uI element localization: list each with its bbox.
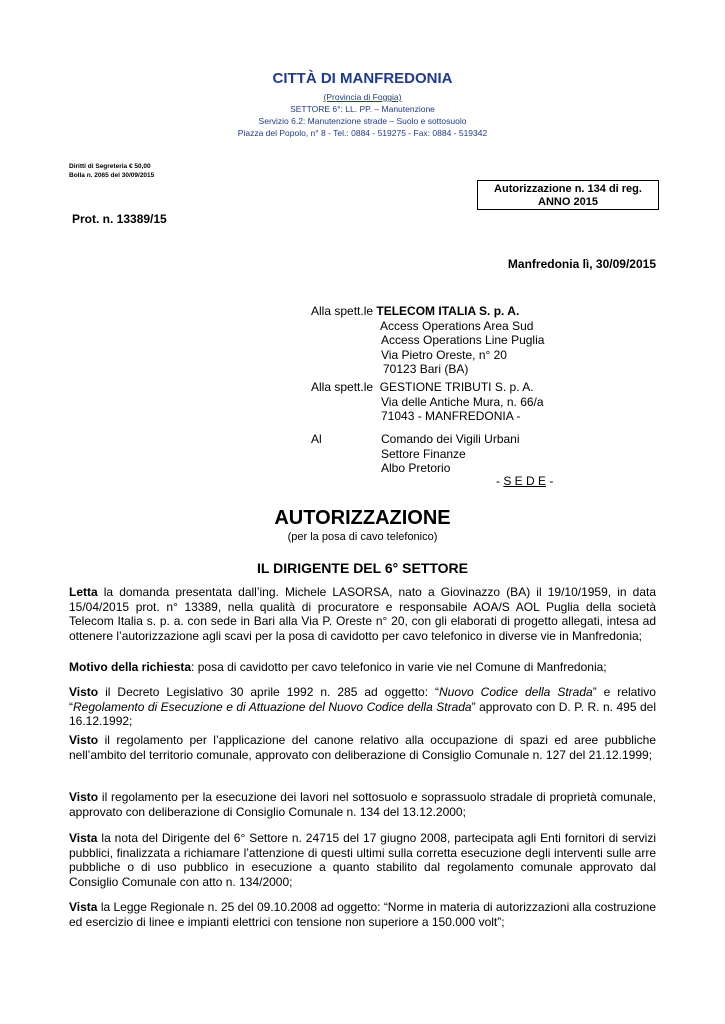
recipient-line: Access Operations Line Puglia bbox=[381, 333, 545, 347]
paragraph-vista-nota bbox=[69, 831, 656, 889]
paragraph-lead: Vista bbox=[69, 900, 98, 914]
province-line: (Provincia di Foggia) bbox=[323, 92, 402, 102]
paragraph-visto-codice bbox=[69, 685, 656, 729]
sede-text: S E D E bbox=[503, 474, 547, 488]
paragraph-text: il regolamento per la esecuzione dei lavori nel sottosuolo e soprassuolo stradale di proprietà comunale, approvato con deliberazione di Consiglio Comunale n. 134 del 13.12.2000; bbox=[69, 790, 656, 819]
sede-suffix: - bbox=[546, 474, 554, 488]
paragraph-motivo bbox=[69, 660, 656, 675]
recipient-line: Albo Pretorio bbox=[381, 461, 451, 475]
recipient-name: GESTIONE TRIBUTI S. p. A. bbox=[379, 380, 534, 394]
authorization-year: ANNO 2015 bbox=[538, 196, 598, 208]
recipient-line: Via delle Antiche Mura, n. 66/a bbox=[381, 394, 544, 409]
paragraph-text: la domanda presentata dall’ing. Michele LASORSA, nato a Giovinazzo (BA) il 19/10/1959, in data 15/04/2015 prot. n° 13389, nella qualità di procuratore e responsabile AOA/S AOL Puglia della società Telecom Italia s. p. a. con sede in Bari alla Via P. Oreste n° 20, con gli elaborati di progetto allegati, intesa ad ottenere l’autorizzazione agli scavi per la posa di cavidotto per cavo telefonico in diverse vie in Manfredonia; bbox=[69, 585, 656, 643]
paragraph-lead: Letta bbox=[69, 585, 98, 599]
paragraph-lead: Visto bbox=[69, 790, 99, 804]
paragraph-visto-canone bbox=[69, 733, 656, 762]
paragraph-visto-sottosuolo bbox=[69, 790, 656, 819]
recipient-line: Access Operations Area Sud bbox=[380, 318, 534, 333]
document-subtitle: (per la posa di cavo telefonico) bbox=[287, 531, 438, 543]
director-heading: IL DIRIGENTE DEL 6° SETTORE bbox=[257, 560, 468, 576]
recipient-telecom bbox=[311, 304, 544, 377]
paragraph-letta bbox=[69, 585, 656, 643]
recipient-name: TELECOM ITALIA S. p. A. bbox=[376, 304, 520, 318]
paragraph-text: ” approvato con D. P. R. n. 495 del 16.12.1992; bbox=[69, 699, 656, 728]
recipient-line: Comando dei Vigili Urbani bbox=[381, 432, 520, 446]
document-date: Manfredonia lì, 30/09/2015 bbox=[507, 257, 656, 271]
paragraph-lead: Vista bbox=[69, 831, 98, 845]
recipient-gestione-tributi bbox=[311, 380, 544, 424]
paragraph-text: : posa di cavidotto per cavo telefonico in varie vie nel Comune di Manfredonia; bbox=[191, 660, 607, 674]
paragraph-vista-legge bbox=[69, 900, 656, 929]
recipient-al: Al bbox=[311, 432, 322, 446]
recipient-line: 71043 - MANFREDONIA - bbox=[381, 409, 521, 423]
protocol-number: Prot. n. 13389/15 bbox=[72, 212, 167, 226]
recipient-line: 70123 Bari (BA) bbox=[383, 362, 469, 376]
paragraph-text: ” e relativo “ bbox=[69, 685, 656, 714]
paragraph-lead: Visto bbox=[69, 733, 99, 747]
recipient-prefix: Alla spett.le bbox=[311, 304, 374, 318]
address-line: Piazza del Popolo, n° 8 - Tel.: 0884 - 519275 - Fax: 0884 - 519342 bbox=[237, 128, 488, 138]
paragraph-lead: Motivo della richiesta bbox=[69, 660, 192, 674]
paragraph-lead: Visto bbox=[69, 685, 99, 699]
service-line: Servizio 6.2: Manutenzione strade – Suolo e sottosuolo bbox=[258, 116, 467, 126]
paragraph-text: la Legge Regionale n. 25 del 09.10.2008 ad oggetto: “Norme in materia di autorizzazioni alla costruzione ed esercizio di linee e impianti elettrici con tensione non superiore a 150.000 volt”; bbox=[69, 900, 656, 929]
city-title: CITTÀ DI MANFREDONIA bbox=[272, 70, 453, 87]
sector-line: SETTORE 6°: LL. PP. – Manutenzione bbox=[290, 104, 435, 114]
authorization-number: Autorizzazione n. 134 di reg. bbox=[494, 183, 642, 195]
paragraph-text: il regolamento per l’applicazione del canone relativo alla occupazione di spazi ed aree pubbliche nell’ambito del territorio comunale, approvato con deliberazione di Consiglio Comunale n. 127 del 21.12.1999; bbox=[69, 733, 656, 762]
sede-line bbox=[496, 474, 553, 489]
fees-line-1: Diritti di Segreteria € 50,00 bbox=[69, 163, 151, 170]
recipient-prefix: Alla spett.le bbox=[311, 380, 374, 394]
paragraph-text: il Decreto Legislativo 30 aprile 1992 n. 285 ad oggetto: “ bbox=[98, 685, 440, 699]
sede-prefix: - bbox=[496, 474, 504, 488]
document-title: AUTORIZZAZIONE bbox=[274, 507, 451, 529]
recipient-vigili bbox=[381, 432, 520, 476]
authorization-box bbox=[477, 180, 659, 210]
fees-line-2: Bolla n. 2065 del 30/09/2015 bbox=[69, 172, 155, 179]
paragraph-italic: Nuovo Codice della Strada bbox=[439, 685, 593, 699]
paragraph-text: la nota del Dirigente del 6° Settore n. 24715 del 17 giugno 2008, partecipata agli Enti fornitori di servizi pubblici, finalizzata a richiamare l’attenzione di questi ultimi sulla corretta esecuzione degli interventi sulle arre pubbliche o di uso pubblico in esecuzione a quanto stabilito dal regolamento comunale approvato dal Consiglio Comunale con atto n. 134/2000; bbox=[69, 831, 656, 889]
paragraph-italic: Regolamento di Esecuzione e di Attuazione del Nuovo Codice della Strada bbox=[73, 699, 472, 714]
recipient-line: Via Pietro Oreste, n° 20 bbox=[381, 347, 507, 362]
recipient-line: Settore Finanze bbox=[381, 446, 466, 461]
